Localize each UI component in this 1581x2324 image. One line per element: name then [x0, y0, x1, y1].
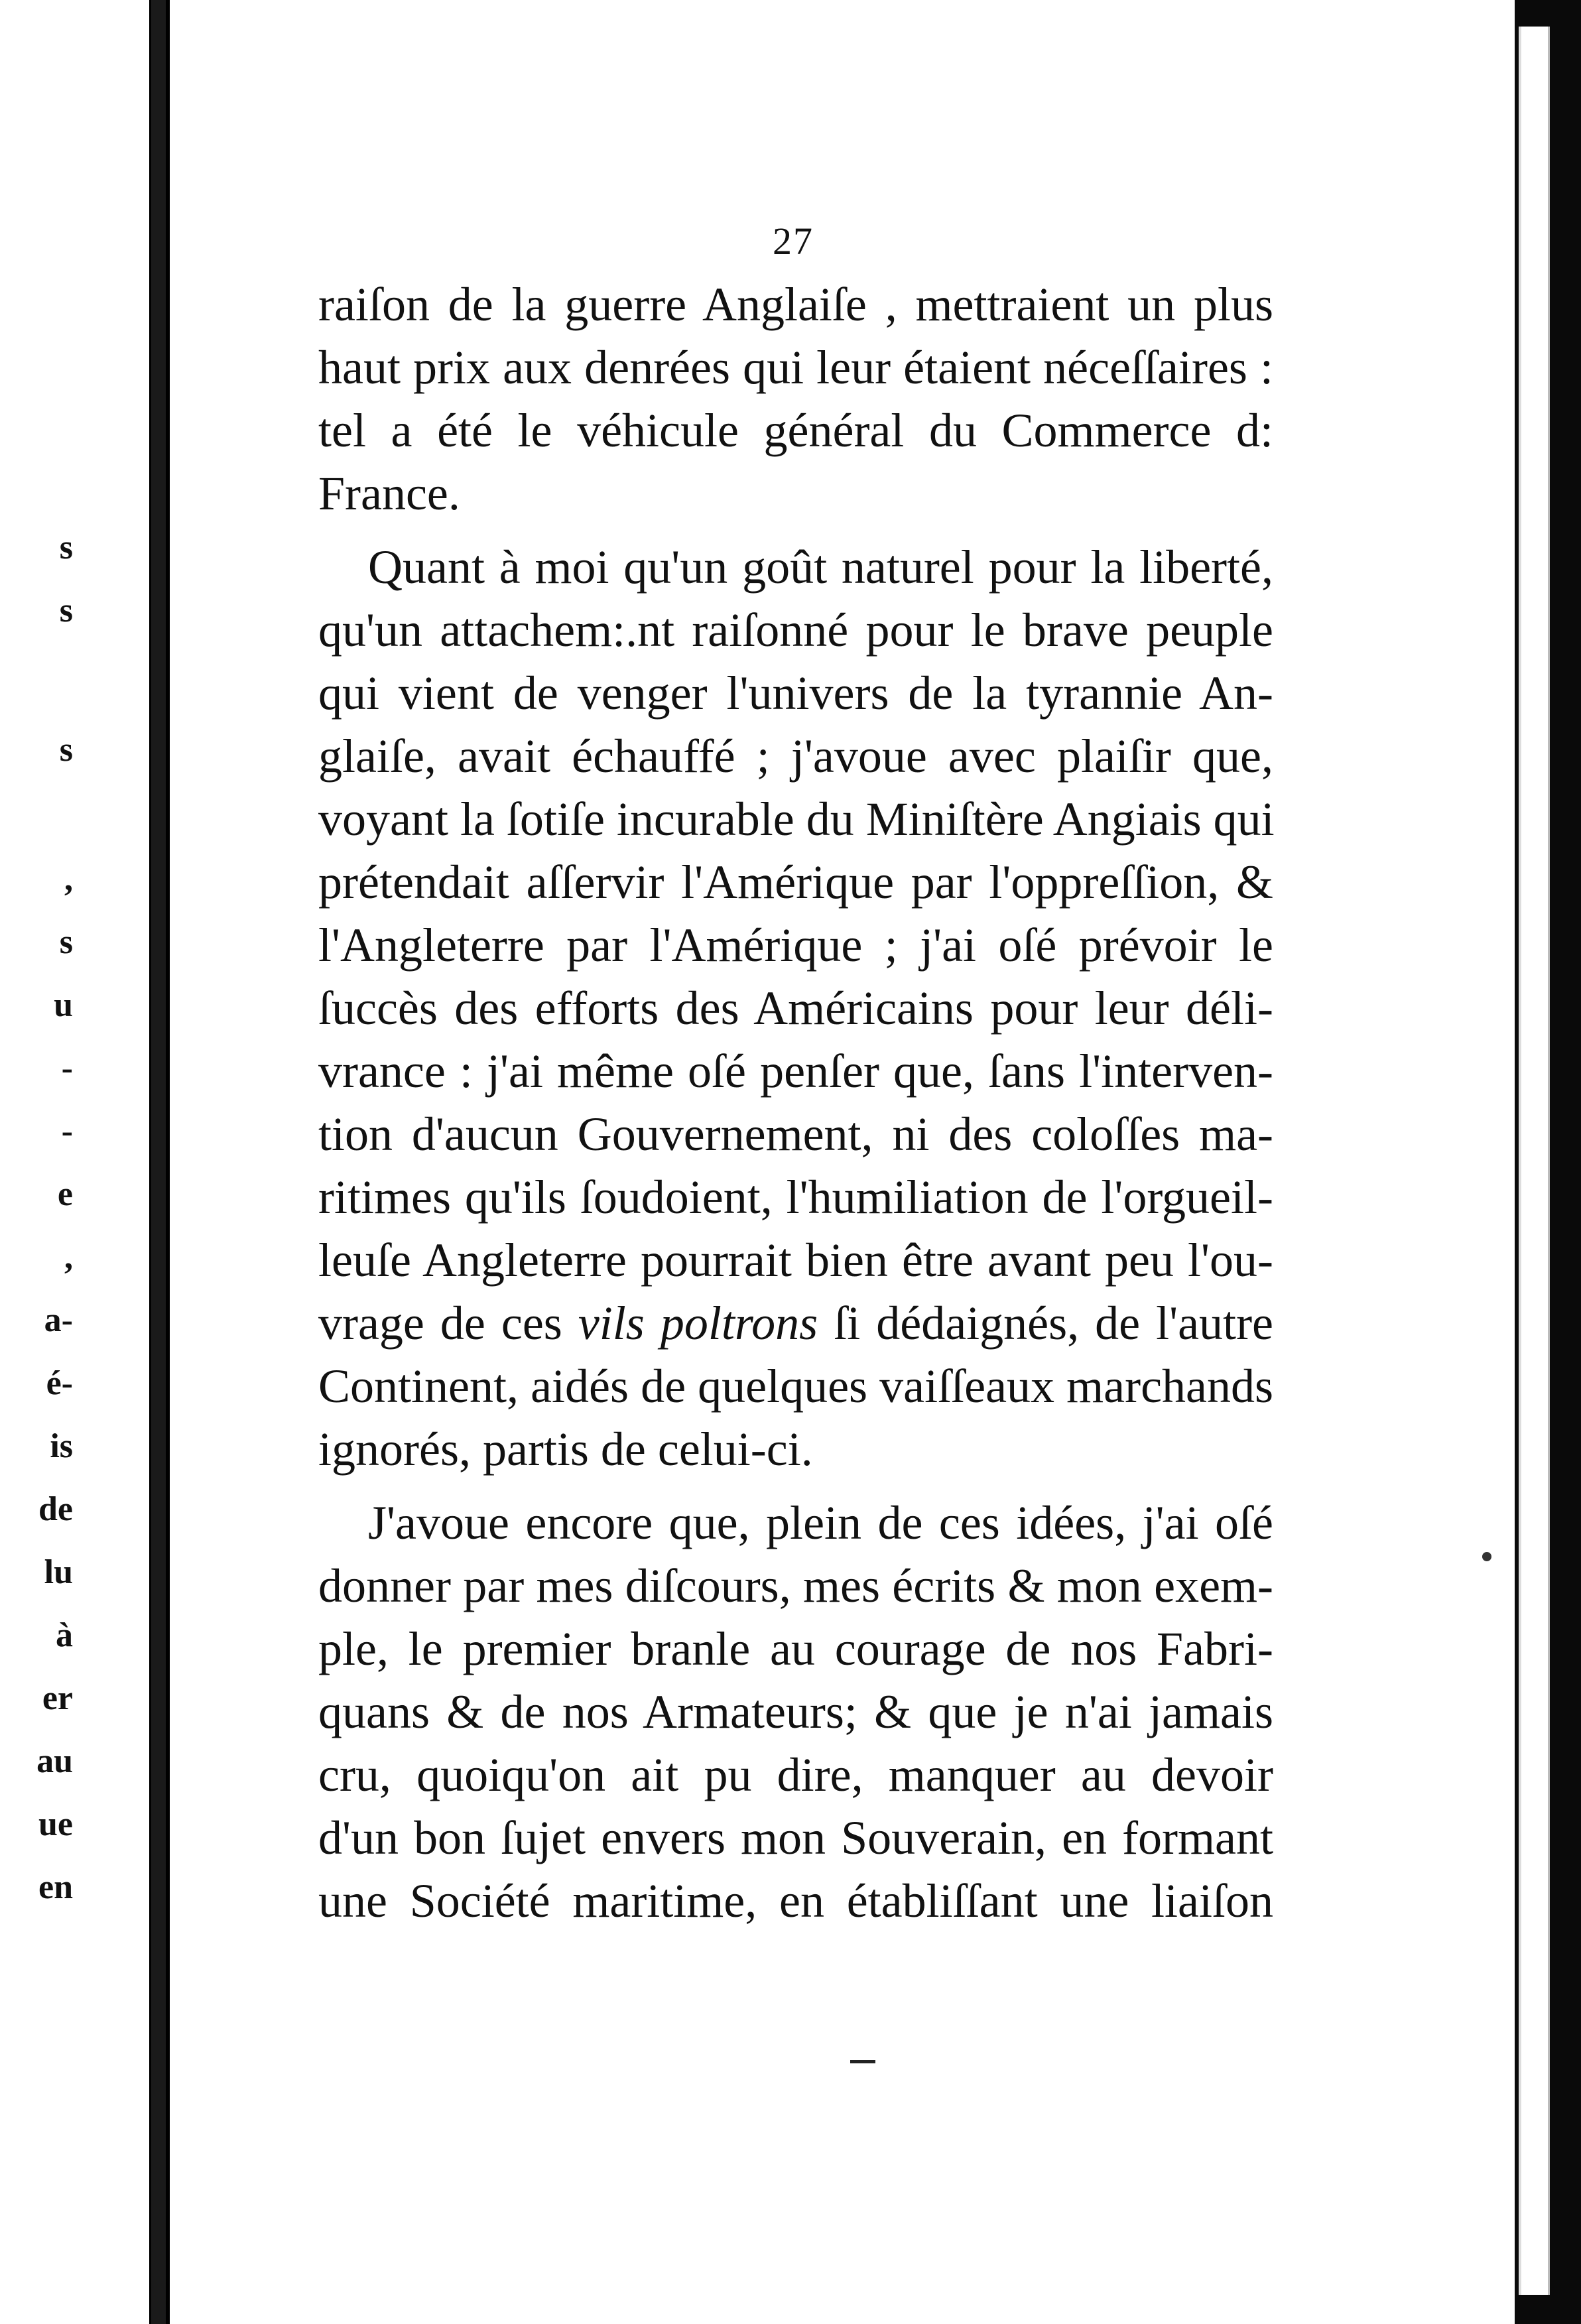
text-segment: ſi dédaignés, de l'autre — [818, 1297, 1273, 1350]
fragment: ue — [38, 1805, 73, 1843]
italic-phrase: vils poltrons — [578, 1297, 818, 1350]
text-line: tel a été le véhicule général du Commerce d: — [318, 404, 1273, 457]
text-line: voyant la ſotiſe incurable du Miniſtère Angiais qui — [318, 793, 1275, 846]
page-stack-edge — [1519, 27, 1550, 2295]
fragment: é- — [46, 1364, 73, 1402]
text-line: donner par mes diſcours, mes écrits & mon exem- — [318, 1559, 1273, 1612]
text-line: tion d'aucun Gouvernement, ni des coloſſes ma- — [318, 1108, 1273, 1161]
text-line: quans & de nos Armateurs; & que je n'ai jamais — [318, 1685, 1273, 1738]
text-line: Continent, aidés de quelques vaiſſeaux marchands — [318, 1360, 1273, 1413]
fragment: lu — [44, 1553, 73, 1591]
text-line: Quant à moi qu'un goût naturel pour la liberté, — [368, 541, 1273, 594]
text-line: une Société maritime, en établiſſant une liaiſon — [318, 1874, 1273, 1927]
footer-mark — [850, 2060, 875, 2063]
fragment: er — [42, 1679, 73, 1717]
text-line-with-italic — [318, 1292, 1273, 1355]
text-line: ignorés, partis de celui-ci. — [318, 1423, 813, 1476]
body-text — [318, 273, 1273, 1933]
fragment: , — [64, 860, 73, 898]
text-line: qu'un attachem:.nt raiſonné pour le brave peuple — [318, 604, 1273, 657]
fragment: de — [38, 1490, 73, 1528]
text-line: leuſe Angleterre pourrait bien être avant peu l'ou- — [318, 1234, 1273, 1287]
text-line: prétendait aſſervir l'Amérique par l'oppreſſion, & — [318, 856, 1273, 909]
text-line: France. — [318, 467, 460, 520]
text-line: d'un bon ſujet envers mon Souverain, en formant — [318, 1811, 1273, 1864]
fragment: s — [59, 592, 73, 629]
fragment: a- — [44, 1301, 73, 1339]
text-line: vrance : j'ai même oſé penſer que, ſans l'interven- — [318, 1045, 1273, 1098]
fragment: - — [61, 1049, 73, 1087]
text-line: l'Angleterre par l'Amérique ; j'ai oſé prévoir le — [318, 919, 1273, 972]
fragment: au — [36, 1742, 73, 1780]
fragment: , — [64, 1238, 73, 1276]
page-number: 27 — [773, 220, 814, 263]
fragment: - — [61, 1112, 73, 1150]
text-line: ſuccès des efforts des Américains pour leur déli- — [318, 982, 1273, 1035]
text-segment: vrage de ces — [318, 1297, 578, 1350]
fragment: s — [59, 731, 73, 769]
fragment: s — [59, 923, 73, 961]
fragment: s — [59, 529, 73, 566]
text-line: haut prix aux denrées qui leur étaient néceſſaires : — [318, 341, 1273, 394]
book-gutter — [151, 0, 166, 2324]
text-line: glaiſe, avait échauffé ; j'avoue avec plaiſir que, — [318, 730, 1273, 783]
text-line: ritimes qu'ils ſoudoient, l'humiliation de l'orgueil- — [318, 1171, 1273, 1224]
fragment: is — [50, 1427, 73, 1465]
text-line: J'avoue encore que, plein de ces idées, j'ai oſé — [368, 1496, 1273, 1549]
fragment: e — [57, 1175, 73, 1213]
text-line: cru, quoiqu'on ait pu dire, manquer au devoir — [318, 1748, 1273, 1801]
fragment: à — [56, 1616, 73, 1654]
text-line: qui vient de venger l'univers de la tyrannie An- — [318, 667, 1273, 720]
ink-speck — [1482, 1552, 1491, 1561]
fragment: en — [38, 1868, 73, 1906]
text-line: ple, le premier branle au courage de nos Fabri- — [318, 1622, 1273, 1675]
fragment: u — [54, 986, 73, 1024]
facing-page-strip — [0, 0, 149, 2324]
text-line: raiſon de la guerre Anglaiſe , mettraient un plus — [318, 278, 1273, 331]
